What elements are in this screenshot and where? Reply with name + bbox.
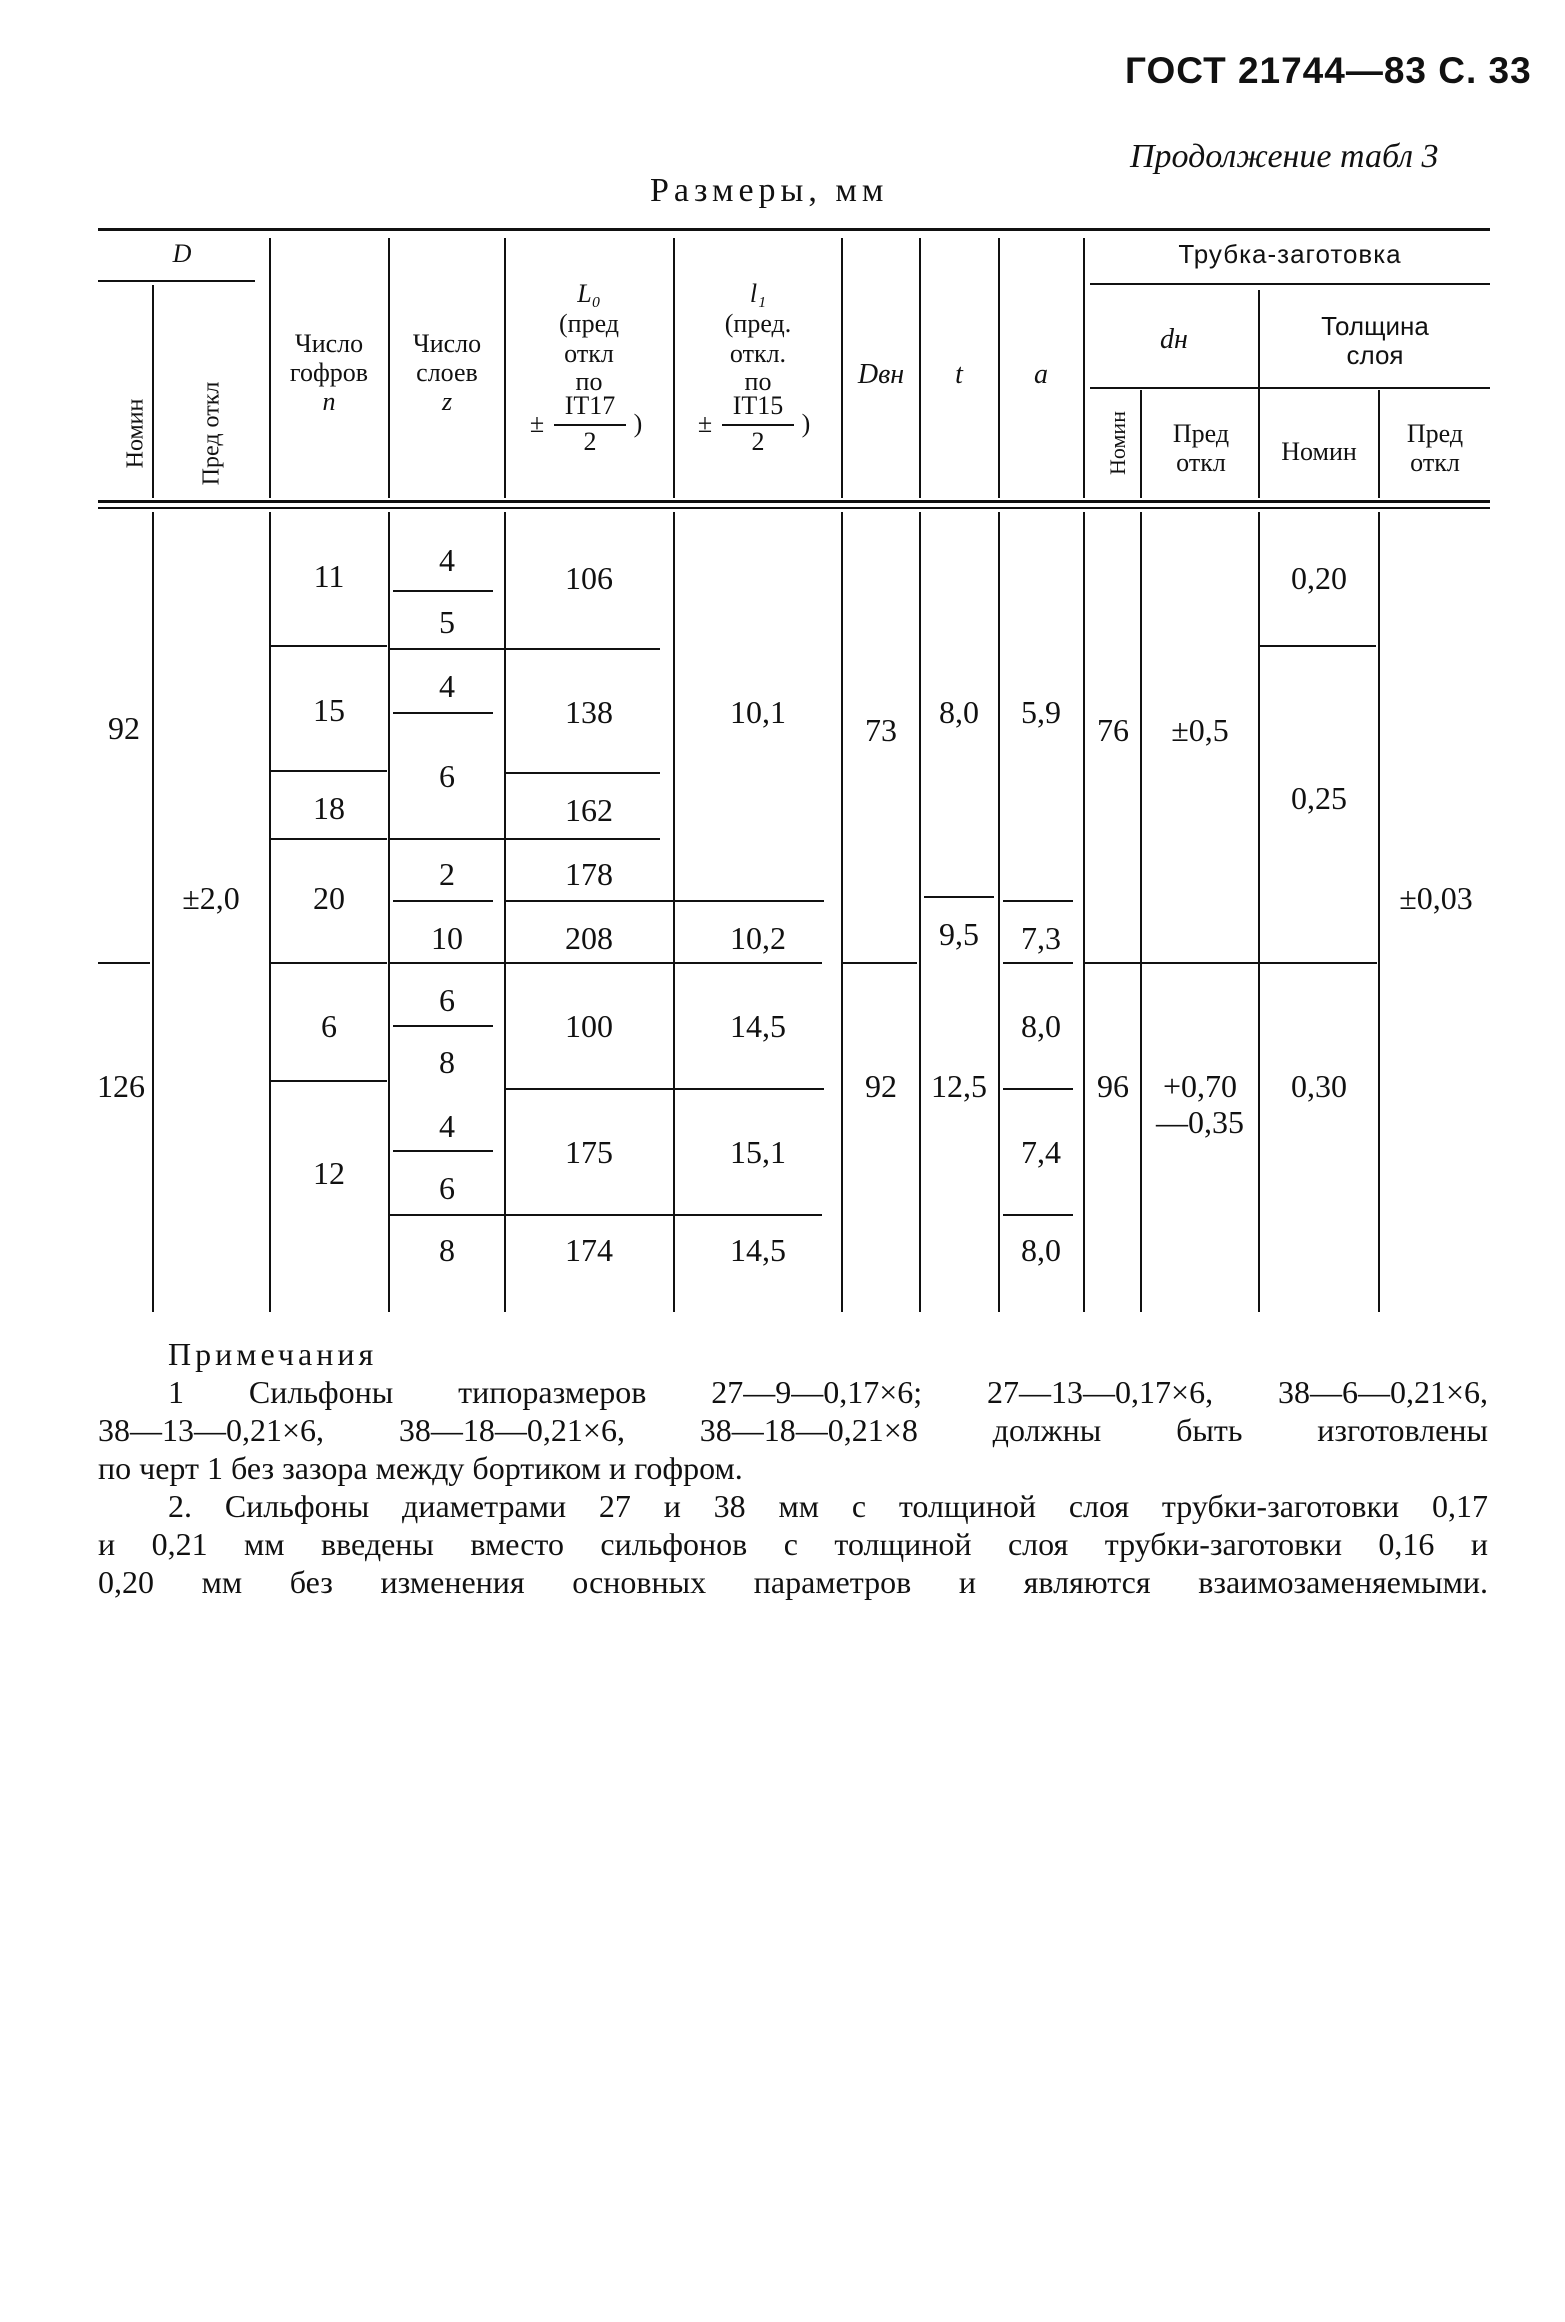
header-l1: l₁ <box>749 279 767 308</box>
vline <box>269 512 271 1312</box>
cell-n: 12 <box>313 1155 345 1191</box>
rule <box>843 962 917 964</box>
rule <box>393 712 493 714</box>
vline <box>919 512 921 1312</box>
cell-thickness: 0,20 <box>1291 560 1347 596</box>
header-bottom-rule <box>98 500 1490 503</box>
cell-Dvn: 73 <box>865 712 897 748</box>
vline <box>841 238 843 498</box>
rule <box>271 1080 387 1082</box>
vline <box>1378 512 1380 1312</box>
rule <box>506 1088 824 1090</box>
header-l1-line: (пред. <box>724 309 792 338</box>
units-caption: Размеры, мм <box>650 172 889 209</box>
fraction-bar <box>722 424 794 426</box>
cell-z: 4 <box>439 542 455 578</box>
cell-L0: 162 <box>565 792 613 828</box>
cell-n: 6 <box>321 1008 337 1044</box>
rule <box>393 900 493 902</box>
header-dn-tolerance: Пред откл <box>1172 419 1230 477</box>
vline <box>1083 238 1085 498</box>
header-thickness: Толщина слоя <box>1321 311 1429 370</box>
header-n-symbol: n <box>322 387 336 416</box>
vline <box>1258 290 1260 498</box>
header-l1-line: по <box>744 367 772 396</box>
cell-dn: 96 <box>1097 1068 1129 1104</box>
vline <box>504 512 506 1312</box>
cell-z: 4 <box>439 1108 455 1144</box>
cell-z: 10 <box>431 920 463 956</box>
cell-L0: 174 <box>565 1232 613 1268</box>
vline <box>1140 512 1142 1312</box>
cell-thickness: 0,25 <box>1291 780 1347 816</box>
note-1-line: 1 Сильфоны типоразмеров 27—9—0,17×6; 27—13—0,17×6, 38—6—0,21×6, <box>168 1374 1488 1410</box>
page-header: ГОСТ 21744—83 С. 33 <box>1125 50 1532 91</box>
header-z-symbol: z <box>441 387 453 416</box>
rule <box>1003 1088 1073 1090</box>
vline <box>388 512 390 1312</box>
cell-Dvn: 92 <box>865 1068 897 1104</box>
cell-l1: 10,1 <box>730 694 786 730</box>
note-2-line: 2. Сильфоны диаметрами 27 и 38 мм с толщиной слоя трубки-заготовки 0,17 <box>168 1488 1488 1524</box>
vline <box>919 238 921 498</box>
header-L0-frac-top: IT17 <box>564 391 616 420</box>
vline <box>152 285 154 498</box>
rule <box>1260 645 1376 647</box>
cell-l1: 14,5 <box>730 1232 786 1268</box>
rule <box>506 772 660 774</box>
rule <box>390 838 660 840</box>
header-L0: L₀ <box>577 279 601 308</box>
rule <box>271 645 387 647</box>
vline <box>269 238 271 498</box>
cell-t: 12,5 <box>931 1068 987 1104</box>
header-bottom-rule <box>98 507 1490 509</box>
notes-title: Примечания <box>168 1336 378 1372</box>
cell-a: 8,0 <box>1021 1008 1061 1044</box>
header-D-tolerance: Пред откл <box>198 381 225 486</box>
header-layers: Число слоев <box>412 329 482 387</box>
cell-l1: 10,2 <box>730 920 786 956</box>
cell-n: 20 <box>313 880 345 916</box>
cell-L0: 175 <box>565 1134 613 1170</box>
rule <box>271 962 387 964</box>
header-L0-line: (пред <box>559 309 619 338</box>
rule <box>98 962 150 964</box>
rule <box>1090 283 1490 285</box>
cell-z: 6 <box>439 982 455 1018</box>
cell-thickness: 0,30 <box>1291 1068 1347 1104</box>
rule <box>390 1214 822 1216</box>
note-1-line: 38—13—0,21×6, 38—18—0,21×6, 38—18—0,21×8 должны быть изготовлены <box>98 1412 1488 1448</box>
vline <box>998 512 1000 1312</box>
cell-z: 8 <box>439 1232 455 1268</box>
rule <box>393 1150 493 1152</box>
cell-z: 2 <box>439 856 455 892</box>
header-dn-nominal: Номин <box>1105 411 1130 475</box>
vline <box>152 512 154 1312</box>
rule <box>1260 962 1376 964</box>
rule <box>390 648 660 650</box>
cell-z: 5 <box>439 604 455 640</box>
header-l1-frac-top: IT15 <box>732 391 784 420</box>
rule <box>393 1025 493 1027</box>
header-L0-pm: ± <box>529 409 545 438</box>
rule <box>924 896 994 898</box>
header-thickness-tolerance: Пред откл <box>1406 419 1464 477</box>
cell-D-tolerance: ±2,0 <box>182 880 240 916</box>
rule <box>393 590 493 592</box>
header-D-nominal: Номин <box>122 398 149 469</box>
cell-n: 11 <box>313 558 345 594</box>
cell-a: 7,3 <box>1021 920 1061 956</box>
cell-l1: 15,1 <box>730 1134 786 1170</box>
rule <box>271 838 387 840</box>
vline <box>388 238 390 498</box>
cell-L0: 106 <box>565 560 613 596</box>
cell-D-92: 92 <box>108 710 140 746</box>
cell-dn-tolerance: +0,70 <box>1162 1068 1238 1104</box>
header-Dvn: Dвн <box>857 359 905 390</box>
vline <box>1083 512 1085 1312</box>
cell-L0: 100 <box>565 1008 613 1044</box>
header-dn: dн <box>1160 324 1188 355</box>
header-t: t <box>955 359 963 390</box>
header-L0-line: по <box>575 367 603 396</box>
cell-n: 18 <box>313 790 345 826</box>
cell-z: 6 <box>439 1170 455 1206</box>
vline <box>841 512 843 1312</box>
vline <box>673 512 675 1312</box>
header-L0-close: ) <box>633 409 643 438</box>
cell-dn: 76 <box>1097 712 1129 748</box>
note-2-line: 0,20 мм без изменения основных параметров и являются взаимозаменяемыми. <box>98 1564 1488 1600</box>
cell-z: 8 <box>439 1044 455 1080</box>
vline <box>1258 512 1260 1312</box>
rule <box>1003 1214 1073 1216</box>
header-thickness-nominal: Номин <box>1281 437 1357 466</box>
vline <box>998 238 1000 498</box>
cell-L0: 178 <box>565 856 613 892</box>
notes <box>98 1335 1488 1601</box>
rule <box>98 280 255 282</box>
header-l1-frac-bot: 2 <box>751 427 765 456</box>
header-D: D <box>172 239 192 268</box>
cell-thickness-tolerance: ±0,03 <box>1399 880 1473 916</box>
header-L0-frac-bot: 2 <box>583 427 597 456</box>
note-2-line: и 0,21 мм введены вместо сильфонов с толщиной слоя трубки-заготовки 0,16 и <box>98 1526 1488 1562</box>
rule <box>1003 900 1073 902</box>
rule <box>506 900 824 902</box>
header-l1-close: ) <box>801 409 811 438</box>
header-L0-line: откл <box>564 339 614 368</box>
note-1-line: по черт 1 без зазора между бортиком и гофром. <box>98 1450 743 1486</box>
rule <box>1090 387 1490 389</box>
cell-L0: 138 <box>565 694 613 730</box>
vline <box>504 238 506 498</box>
cell-a: 5,9 <box>1021 694 1061 730</box>
cell-a: 7,4 <box>1021 1134 1061 1170</box>
cell-L0: 208 <box>565 920 613 956</box>
cell-dn-tolerance: ±0,5 <box>1171 712 1229 748</box>
cell-t: 8,0 <box>939 694 979 730</box>
rule <box>390 962 822 964</box>
cell-z: 6 <box>439 758 455 794</box>
vline <box>1140 390 1142 498</box>
rule <box>1003 962 1073 964</box>
cell-n: 15 <box>313 692 345 728</box>
vline <box>1378 390 1380 498</box>
cell-a: 8,0 <box>1021 1232 1061 1268</box>
header-corrugations: Число гофров <box>289 329 369 387</box>
fraction-bar <box>554 424 626 426</box>
rule <box>271 770 387 772</box>
header-l1-line: откл. <box>729 339 787 368</box>
header-l1-pm: ± <box>697 409 713 438</box>
vline <box>673 238 675 498</box>
cell-dn-tolerance: —0,35 <box>1156 1104 1244 1140</box>
cell-D-126: 126 <box>97 1068 145 1104</box>
cell-z: 4 <box>439 668 455 704</box>
cell-l1: 14,5 <box>730 1008 786 1044</box>
cell-t: 9,5 <box>939 916 979 952</box>
header-a: a <box>1034 359 1048 390</box>
table-top-rule <box>98 228 1490 231</box>
header-tube-blank: Трубка-заготовка <box>1178 239 1402 269</box>
table-continuation: Продолжение табл 3 <box>1130 138 1439 175</box>
